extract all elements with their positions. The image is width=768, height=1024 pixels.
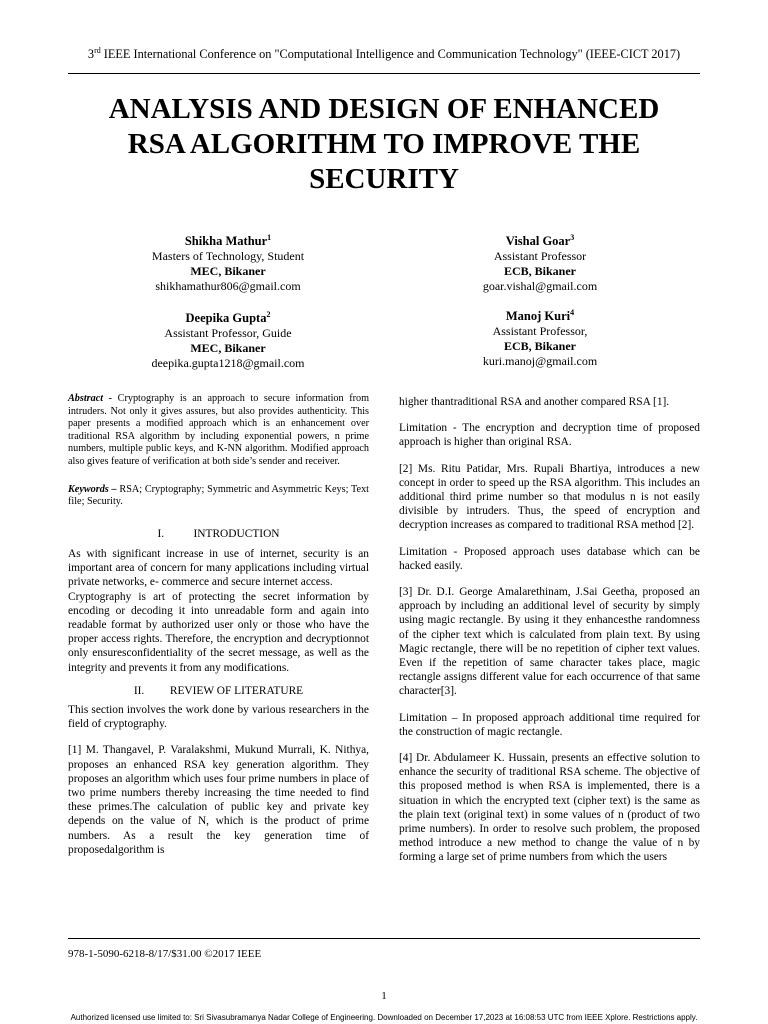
right-column	[399, 395, 700, 865]
review-paragraph-2: [1] M. Thangavel, P. Varalakshmi, Mukund Murrali, K. Nithya, proposes an enhanced RSA key generation algorithm. They proposes an algorithm which uses four prime numbers in place of two prime numbers thereby increasing the time needed to find these primes.The calculation of public key and private key depends on the value of N, which is the product of prime numbers. As a result the key generation time of proposedalgorithm is	[68, 744, 369, 856]
right-paragraph-2: Limitation - The encryption and decryption time of proposed approach is higher than original RSA.	[399, 422, 700, 449]
author-block-3: Vishal Goar$^3$ Assistant Professor ECB, Bikaner goar.vishal@gmail.com	[482, 233, 598, 294]
right-paragraph-6: Limitation – In proposed approach additional time required for the construction of magic rectangle.	[399, 711, 700, 738]
license-notice: Authorized licensed use limited to: Sri Sivasubramanya Nadar College of Engineering. Downloaded on December 17,2023 at 16:08:53 UTC from IEEE Xplore. Restrictions apply.	[70, 1013, 698, 1022]
right-paragraph-4: Limitation - Proposed approach uses database which can be hacked easily.	[399, 545, 700, 572]
keywords: Keywords – RSA; Cryptography; Symmetric and Asymmetric Keys; Text file; Security.	[68, 483, 369, 508]
intro-paragraph-2: Cryptography is art of protecting the secret information by encoding or decoding it into unreadable form and again into readable format by authorized user only or those who have the proper access rights. Therefore, the encryption and decryptionnot only ensuresconfidentiality of the secret message, as well as the integrity and prevents it from any modifications.	[68, 590, 369, 674]
left-column	[68, 393, 369, 857]
author-block-1: Shikha Mathur$^1$ Masters of Technology, Student MEC, Bikaner shikhamathur806@gmail.com	[151, 233, 305, 294]
right-paragraph-1: higher thantraditional RSA and another compared RSA [1].	[399, 396, 670, 408]
review-paragraph-1: This section involves the work done by various researchers in the field of cryptography.	[68, 703, 369, 731]
conference-header: 3rd IEEE International Conference on "Computational Intelligence and Communication Technology" (IEEE-CICT 2017)	[87, 46, 681, 62]
right-paragraph-7: [4] Dr. Abdulameer K. Hussain, presents an effective solution to enhance the security of traditional RSA scheme. The objective of this proposed method is when RSA is implemented, there is a situation in which the encrypted text (cipher text) is the same as the plain text (original text) in some values of n (product of two prime numbers). In order to resolve such problem, the proposed method introduce a new method to change the value of n by forming a large set of prime numbers from which the users	[399, 752, 700, 864]
paper-title: ANALYSIS AND DESIGN OF ENHANCED RSA ALGORITHM TO IMPROVE THE SECURITY	[108, 93, 660, 195]
page-number: 1	[381, 990, 387, 1002]
right-paragraph-3: [2] Ms. Ritu Patidar, Mrs. Rupali Bhartiya, introduces a new concept in order to speed up the RSA algorithm. This includes an additional third prime number so that modulus n is not easily divisible by intruders. Thus, the speed of encryption and decryption increases as compared to traditional RSA method [2].	[399, 462, 700, 532]
author-block-4: Manoj Kuri$^4$ Assistant Professor, ECB, Bikaner kuri.manoj@gmail.com	[482, 308, 598, 369]
footer-isbn: 978-1-5090-6218-8/17/$31.00 ©2017 IEEE	[68, 948, 262, 960]
section-heading-review: II. REVIEW OF LITERATURE	[133, 684, 304, 697]
footer-rule	[68, 938, 700, 939]
intro-paragraph-1: As with significant increase in use of internet, security is an important area of concern for many applications including virtual private networks, e- commerce and secure internet access.	[68, 547, 369, 589]
right-paragraph-5: [3] Dr. D.I. George Amalarethinam, J.Sai Geetha, proposed an approach by including an additional level of security by simply using magic rectangle. By using it they enhancesthe randomness of the cipher text which is calculated from plain text. By using Magic rectangle, there will be no repetition of cipher text values. Even if the repetition of same character takes place, magic rectangle assigns different value for each occurrence of that same character[3].	[399, 586, 700, 698]
abstract: Abstract - Cryptography is an approach to secure information from intruders. Not only it gives assures, but also provides authenticity. This paper presents a modified approach which is an enhancement over traditional RSA algorithm by including exponential powers, n prime numbers, multiple public keys, and K-NN algorithm. Modified approach also gives feature of verification at both side’s sender and receiver.	[68, 393, 370, 467]
header-rule	[68, 73, 700, 74]
author-block-2: Deepika Gupta$^2$ Assistant Professor, Guide MEC, Bikaner deepika.gupta1218@gmail.com	[151, 310, 305, 371]
section-heading-introduction: I. INTRODUCTION	[157, 527, 280, 540]
